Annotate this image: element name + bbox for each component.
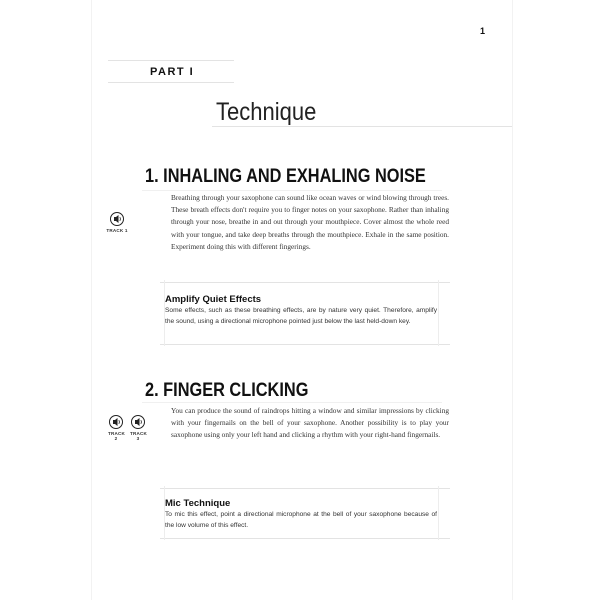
audio-disc-icon (109, 415, 123, 429)
section-body: Breathing through your saxophone can sound like ocean waves or wind blowing through trees. These breath effects don't require you to finger notes on your saxophone. Rather than inhaling through your nose, breathe in and out through your mouthpiece. Cover almost the whole reed with your tongue, and take deep breaths through the mouthpiece. Exhale in the same position. Experiment doing this with different fingerings. (171, 193, 449, 251)
audio-disc-icon (131, 415, 145, 429)
section-body: You can produce the sound of raindrops hitting a window and similar impressions by clicking with your fingernails on the bell of your saxophone. Another possibility is to play your saxophone using only your left hand and clicking a rhythm with your right-hand fingernails. (171, 406, 449, 440)
track-label: TRACK 3 (130, 431, 148, 441)
guide-line (160, 488, 450, 489)
guide-line (160, 344, 450, 345)
guide-line (108, 82, 234, 83)
track-indicator (106, 415, 148, 441)
track-label: TRACK 1 (106, 228, 128, 233)
audio-disc-icon (110, 212, 124, 226)
page-number: 1 (480, 26, 486, 36)
tip-text: To mic this effect, point a directional microphone at the bell of your saxophone because of the low volume of this effect. (165, 511, 437, 529)
guide-line (438, 486, 439, 540)
part-label: PART I (150, 66, 195, 78)
guide-line (160, 538, 450, 539)
track-label: TRACK 2 (108, 431, 126, 441)
chapter-title: Technique (216, 98, 317, 126)
guide-line (142, 402, 442, 403)
guide-line (142, 190, 442, 191)
section-title: 1. INHALING AND EXHALING NOISE (145, 166, 426, 187)
tip-title: Amplify Quiet Effects (165, 294, 262, 305)
guide-line (160, 282, 450, 283)
tip-title: Mic Technique (165, 498, 231, 509)
tip-text: Some effects, such as these breathing effects, are by nature very quiet. Therefore, amplify the sound, using a directional microphone pointed just below the last held-down key. (165, 307, 437, 325)
guide-line (438, 280, 439, 346)
guide-line (108, 60, 234, 61)
section-title: 2. FINGER CLICKING (145, 380, 309, 401)
track-indicator (106, 212, 128, 233)
